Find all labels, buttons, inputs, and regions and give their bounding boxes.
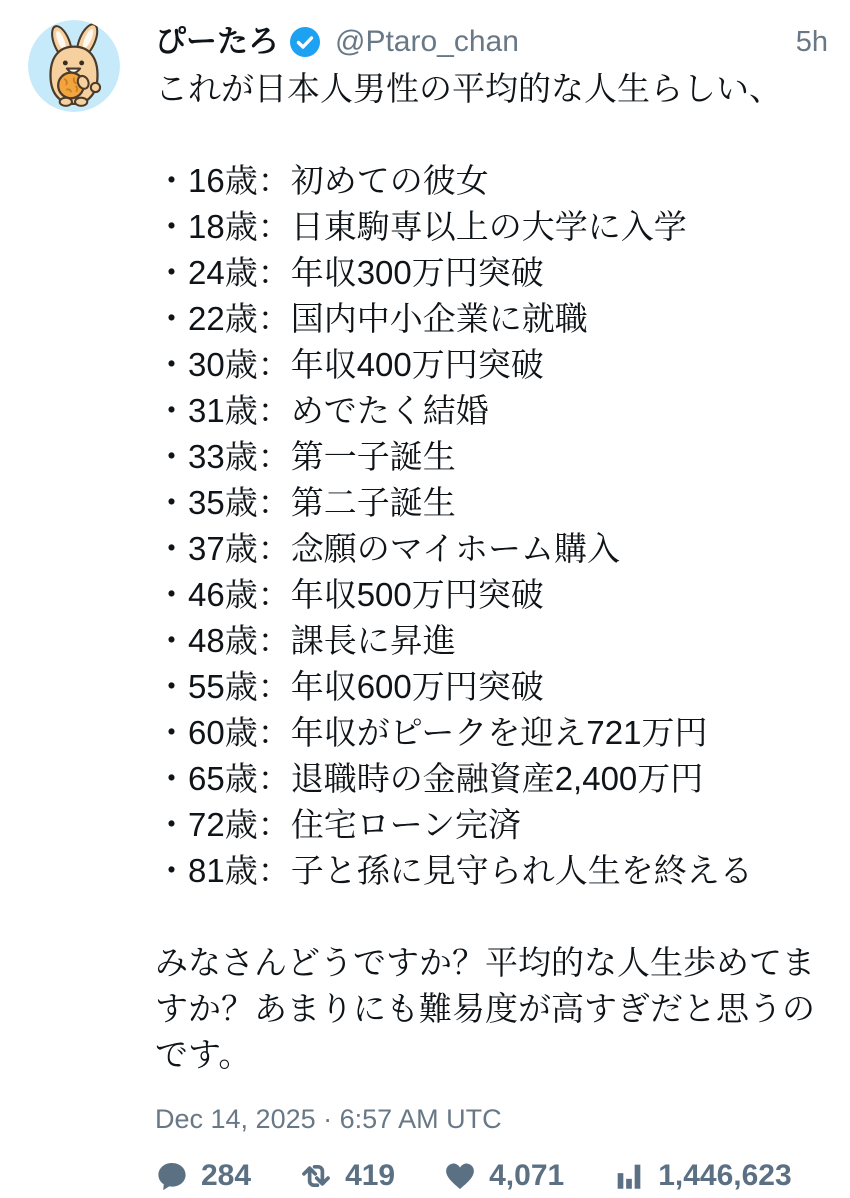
views-button[interactable]	[612, 1159, 791, 1193]
speech-bubble-icon	[155, 1159, 189, 1193]
tweet-header	[155, 20, 830, 64]
tweet-content	[155, 20, 830, 1193]
reply-button[interactable]	[155, 1159, 251, 1193]
relative-timestamp[interactable]: 5h	[795, 26, 828, 58]
milestone-item: ・30歳：年収400万円突破	[155, 346, 544, 383]
avatar-column	[28, 20, 155, 1193]
retweet-count: 419	[345, 1159, 396, 1192]
milestone-item: ・22歳：国内中小企業に就職	[155, 300, 588, 337]
stats-bar	[155, 1159, 830, 1193]
reply-count: 284	[201, 1159, 252, 1192]
milestone-item: ・60歳：年収がピークを迎え721万円	[155, 714, 708, 751]
milestone-item: ・65歳：退職時の金融資産2,400万円	[155, 760, 704, 797]
tweet-text-closing: みなさんどうですか？平均的な人生歩めてますか？あまりにも難易度が高すぎだと思うのです。	[155, 944, 815, 1073]
milestone-item: ・55歳：年収600万円突破	[155, 668, 544, 705]
milestone-item: ・31歳：めでたく結婚	[155, 392, 489, 429]
milestone-item: ・72歳：住宅ローン完済	[155, 806, 522, 843]
verified-checkmark-icon	[289, 26, 321, 58]
bar-chart-icon	[612, 1159, 646, 1193]
milestone-item: ・16歳：初めての彼女	[155, 162, 489, 199]
display-name[interactable]: ぴーたろ	[155, 24, 279, 59]
milestone-item: ・37歳：念願のマイホーム購入	[155, 530, 621, 567]
tweet-text-intro: これが日本人男性の平均的な人生らしい、	[155, 70, 782, 107]
like-button[interactable]	[443, 1159, 564, 1193]
tweet-text	[155, 66, 830, 1078]
milestone-item: ・33歳：第一子誕生	[155, 438, 456, 475]
rabbit-avatar-icon	[28, 20, 120, 112]
user-handle[interactable]: @Ptaro_chan	[335, 25, 519, 58]
milestone-item: ・18歳：日東駒専以上の大学に入学	[155, 208, 687, 245]
milestone-item: ・46歳：年収500万円突破	[155, 576, 544, 613]
milestone-item: ・24歳：年収300万円突破	[155, 254, 544, 291]
milestone-list	[155, 158, 830, 894]
avatar[interactable]	[28, 20, 120, 112]
full-timestamp[interactable]: Dec 14, 2025 · 6:57 AM UTC	[155, 1104, 502, 1134]
views-count: 1,446,623	[658, 1159, 792, 1192]
retweet-button[interactable]	[299, 1159, 395, 1193]
milestone-item: ・35歳：第二子誕生	[155, 484, 456, 521]
like-count: 4,071	[489, 1159, 565, 1192]
milestone-item: ・81歳：子と孫に見守られ人生を終える	[155, 852, 753, 889]
milestone-item: ・48歳：課長に昇進	[155, 622, 456, 659]
heart-icon	[443, 1159, 477, 1193]
retweet-arrows-icon	[299, 1159, 333, 1193]
